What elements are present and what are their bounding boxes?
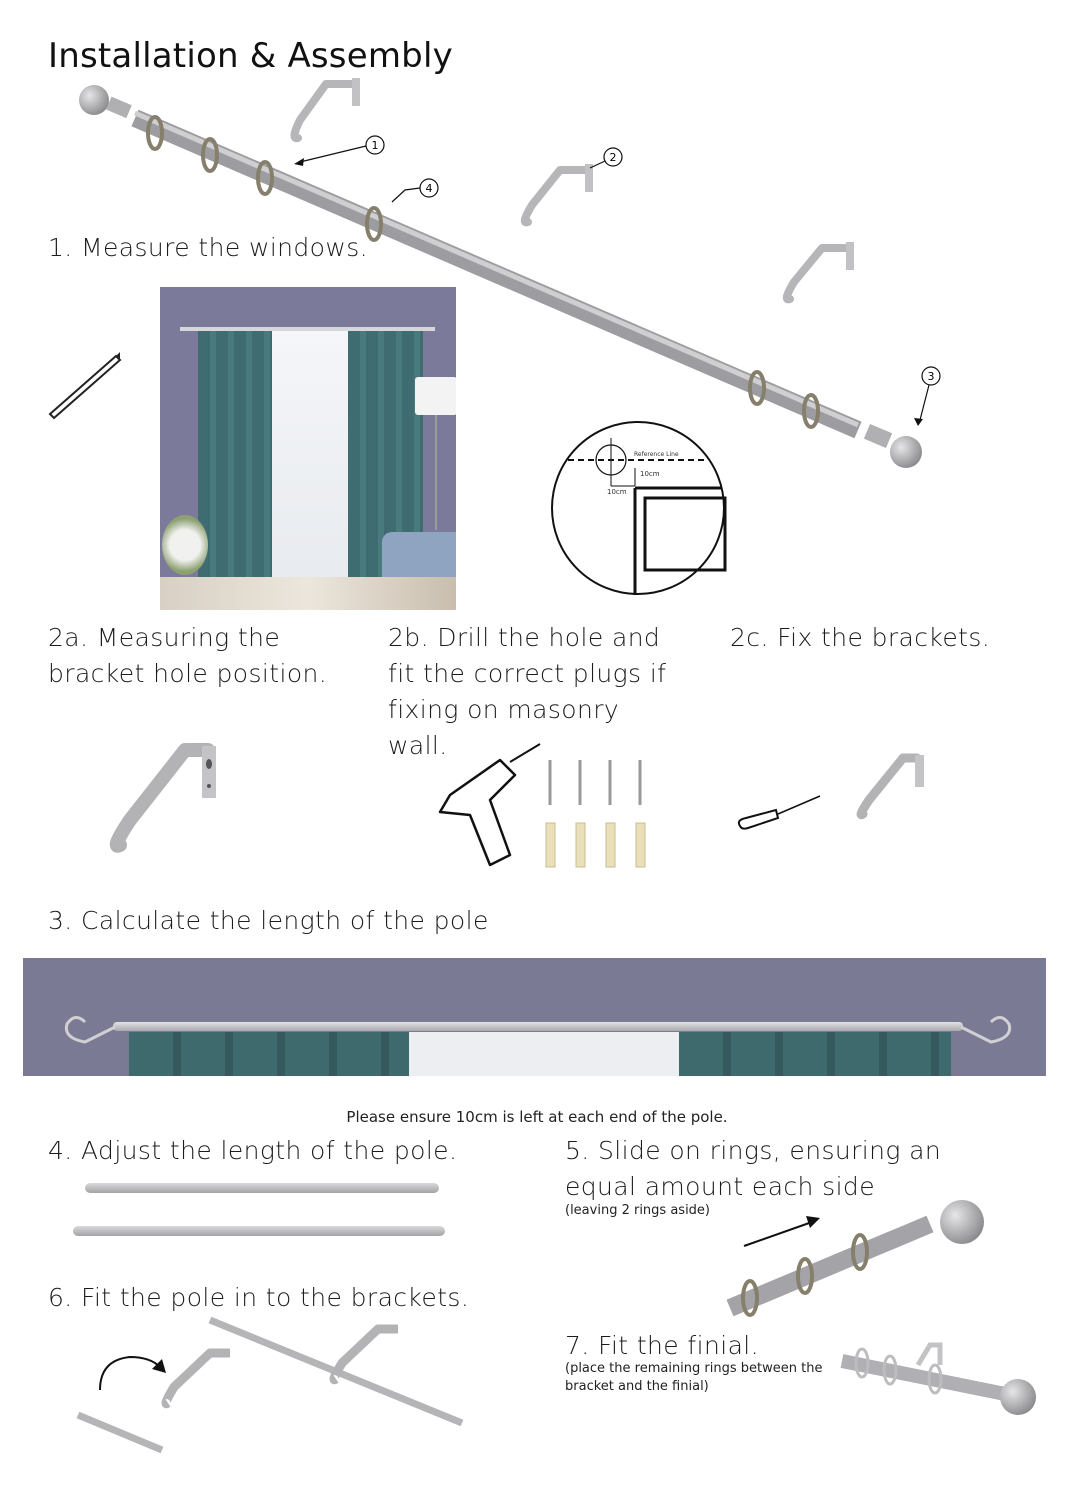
window-curtain-photo bbox=[160, 287, 456, 610]
pencil-icon bbox=[46, 350, 126, 430]
step-2b-line1: 2b. Drill the hole and bbox=[388, 623, 661, 652]
step-5-note: (leaving 2 rings aside) bbox=[565, 1203, 711, 1218]
step-2c-label: 2c. Fix the brackets. bbox=[730, 623, 991, 652]
callout-2: 2 bbox=[609, 151, 617, 164]
bracket-icon bbox=[845, 752, 935, 832]
step-5-line1: 5. Slide on rings, ensuring an bbox=[565, 1136, 942, 1165]
bracket-icon bbox=[90, 740, 230, 870]
drill-icon bbox=[430, 740, 550, 880]
step-2b-line2: fit the correct plugs if bbox=[388, 659, 667, 688]
step-7-note-line1: (place the remaining rings between the bbox=[565, 1361, 823, 1376]
pole-section-lower bbox=[73, 1226, 445, 1236]
step-6-label: 6. Fit the pole in to the brackets. bbox=[48, 1283, 470, 1312]
callout-3: 3 bbox=[927, 370, 935, 383]
callout-1: 1 bbox=[371, 139, 379, 152]
screwdriver-icon bbox=[736, 790, 826, 830]
screws-and-plugs bbox=[540, 755, 660, 885]
step-2b-line3: fixing on masonry bbox=[388, 695, 620, 724]
pole-section-upper bbox=[85, 1183, 439, 1193]
step-2a-line1: 2a. Measuring the bbox=[48, 623, 281, 652]
pole-length-note: Please ensure 10cm is left at each end of the pole. bbox=[346, 1108, 728, 1126]
bracket-position-detail bbox=[550, 420, 730, 600]
horizontal-10cm-label: 10cm bbox=[607, 488, 627, 496]
step-4-label: 4. Adjust the length of the pole. bbox=[48, 1136, 458, 1165]
step-2a-line2: bracket hole position. bbox=[48, 659, 328, 688]
step-7-note-line2: bracket and the finial) bbox=[565, 1379, 709, 1394]
callout-4: 4 bbox=[425, 182, 433, 195]
step-2b-line4: wall. bbox=[388, 731, 448, 760]
fit-pole-illustration bbox=[70, 1315, 490, 1465]
step-3-label: 3. Calculate the length of the pole bbox=[48, 906, 489, 935]
page-title: Installation & Assembly bbox=[48, 36, 453, 76]
pole-length-illustration bbox=[23, 958, 1046, 1076]
slide-rings-illustration bbox=[720, 1192, 1000, 1322]
step-7-label: 7. Fit the finial. bbox=[565, 1331, 759, 1360]
reference-line-label: Reference Line bbox=[634, 451, 679, 458]
fit-finial-illustration bbox=[840, 1335, 1050, 1425]
step-1-label: 1. Measure the windows. bbox=[48, 233, 368, 262]
vertical-10cm-label: 10cm bbox=[640, 470, 660, 478]
step-5-line2: equal amount each side bbox=[565, 1172, 875, 1201]
